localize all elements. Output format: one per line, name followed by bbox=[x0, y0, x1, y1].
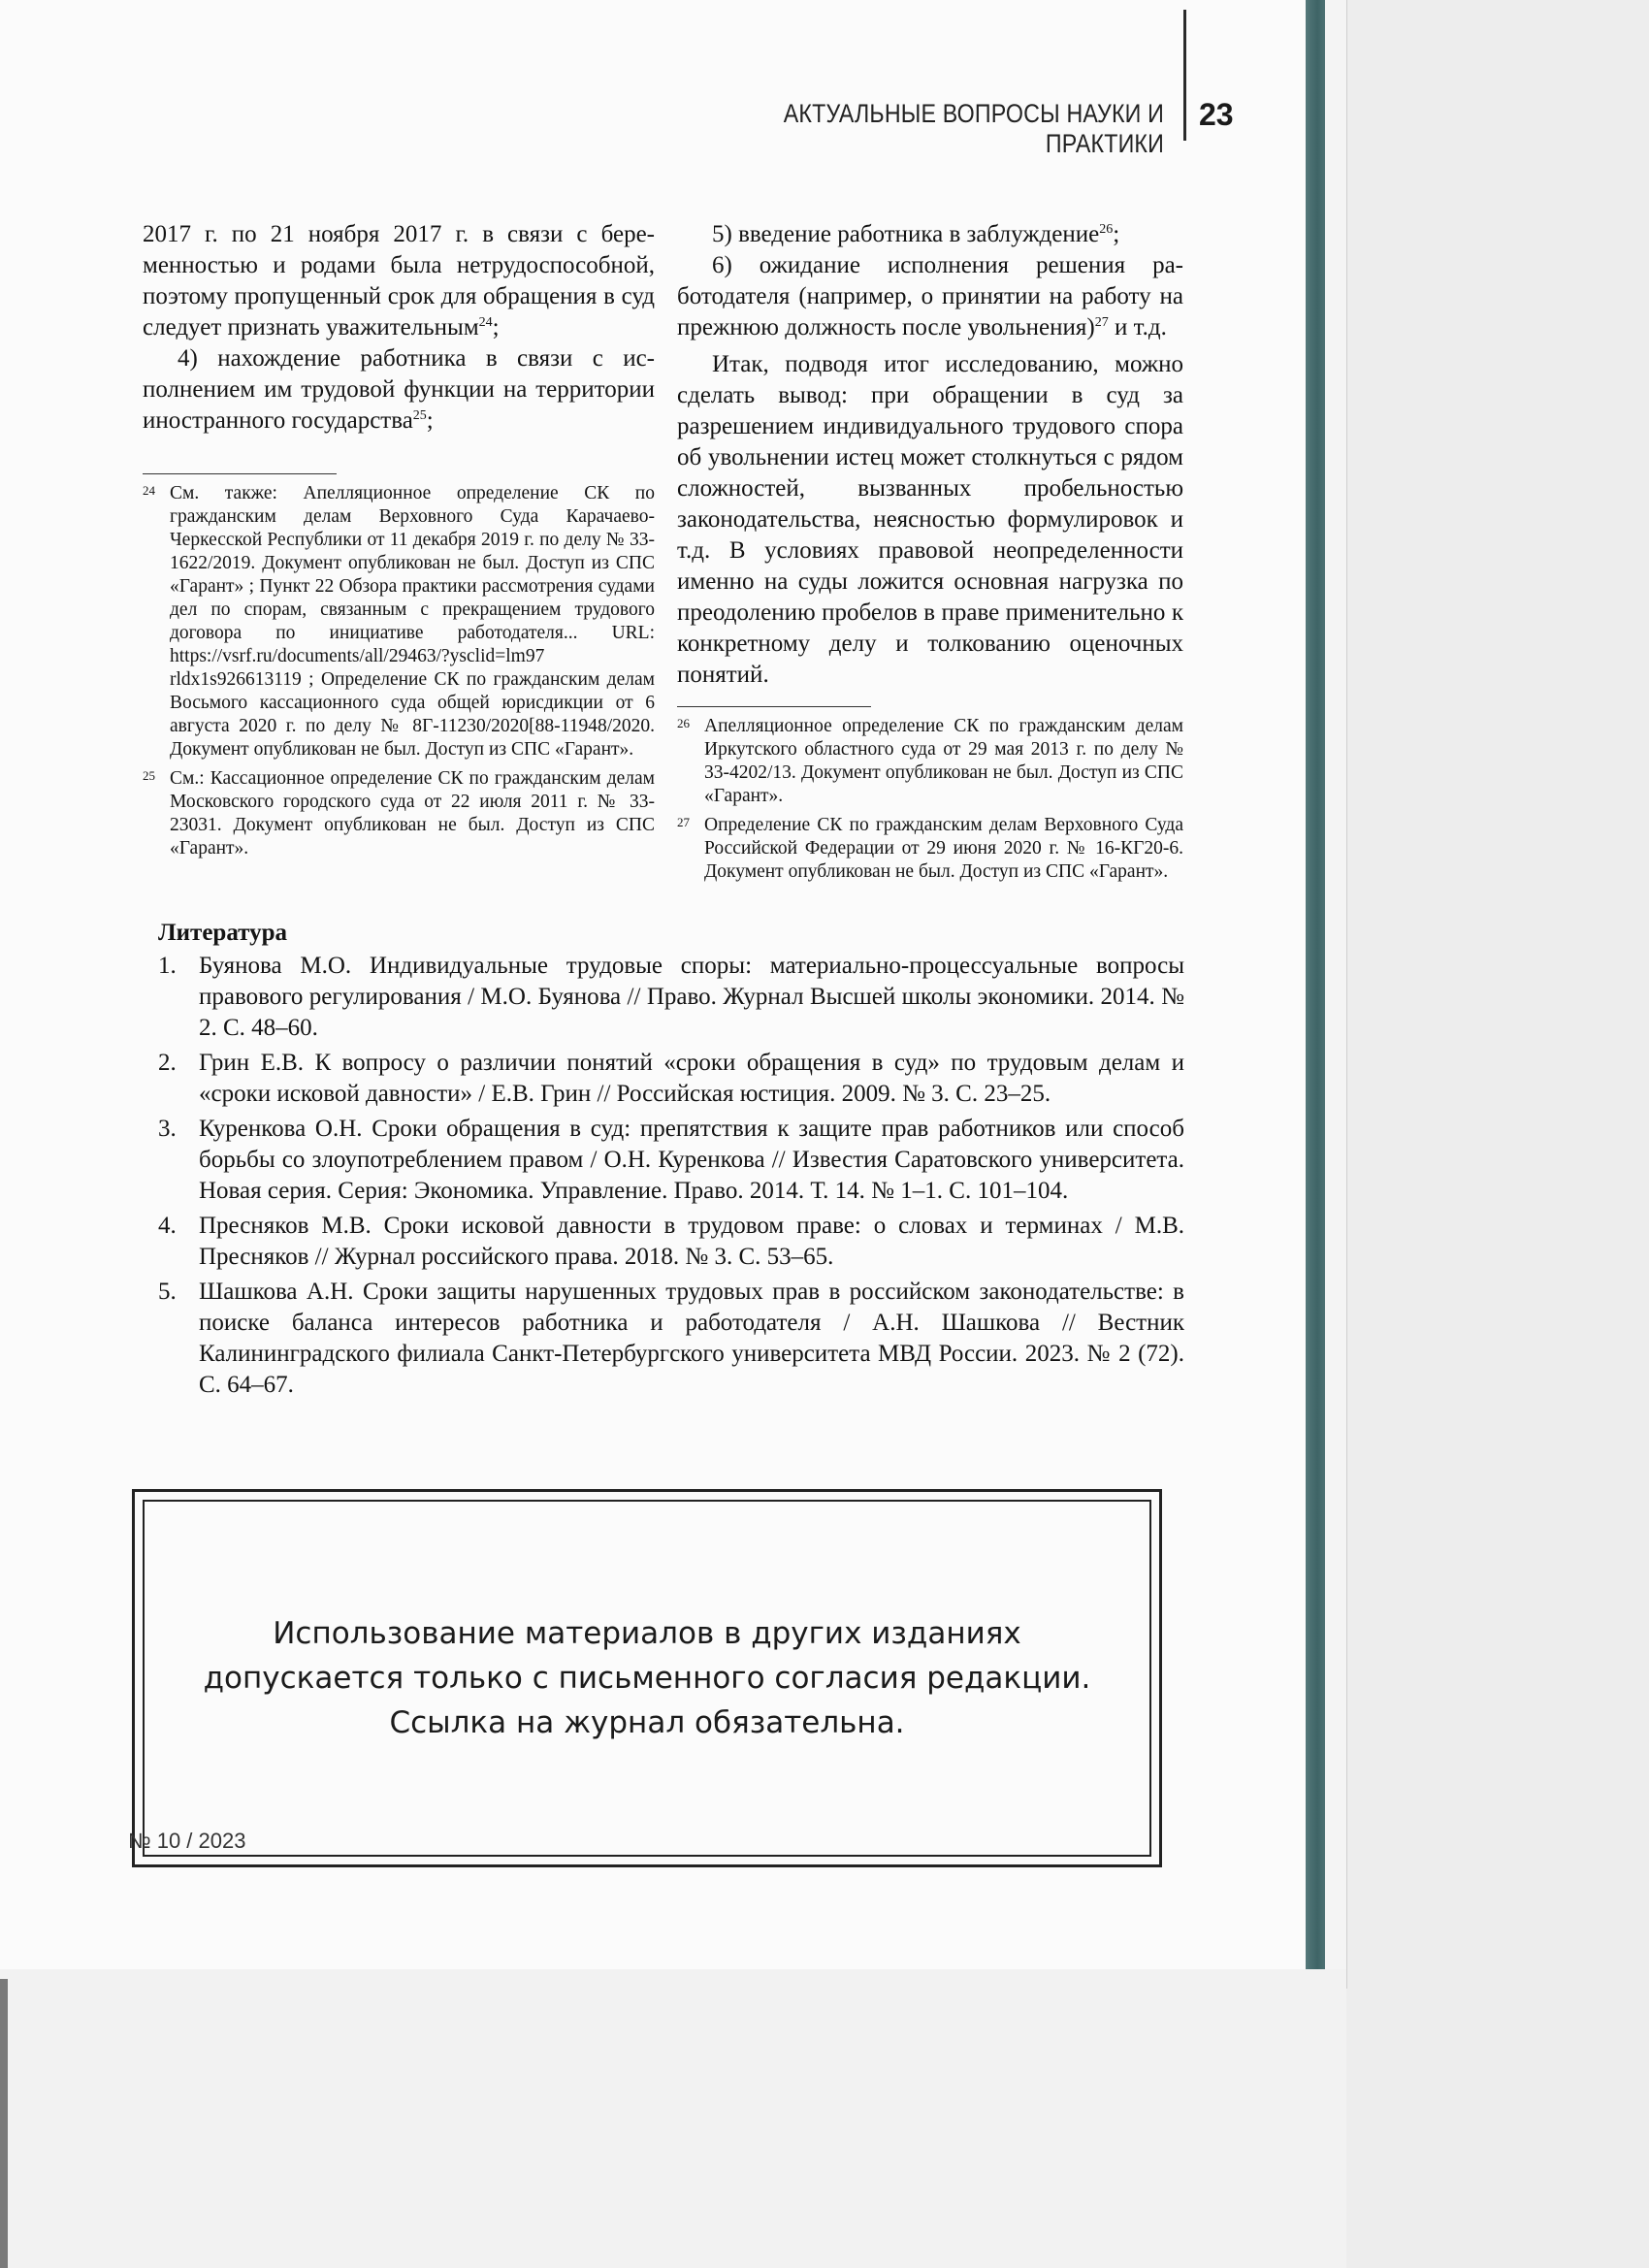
literature-number: 2. bbox=[158, 1050, 177, 1076]
footnote-text: См. также: Апелляционное определение СК по гражданским делам Верховного Суда Карачаево-Черкесской Республики от 11 декабря 2019 г. по делу № 33-1622/2019. Документ опубликован не был. Доступ из СПС «Гарант» ; Пункт 22 Обзора практики рассмотрения судами дел по спорам, связанным с прекращением трудового договора по инициативе работодателя... URL: https://vsrf.ru/documents/all/29463/?ysclid=lm97 rldx1s926613119 ; Определение СК по гражданским делам Восьмого кассационного суда общей юрисдикции от 6 августа 2020 г. по делу № 8Г-11230/2020[88-11948/2020. Документ опубликован не был. Доступ из СПС «Гарант». bbox=[170, 483, 655, 760]
running-title: АКТУАЛЬНЫЕ ВОПРОСЫ НАУКИ И ПРАКТИКИ bbox=[783, 99, 1164, 158]
footnote-ref[interactable]: 26 bbox=[1099, 222, 1114, 237]
paragraph: 5) введение работника в заблуждение$^{26}$; bbox=[712, 221, 1120, 247]
footnote-divider bbox=[143, 473, 337, 474]
paragraph: Итак, подводя итог исследованию, можно сделать вывод: при обращении в суд за разрешением индивидуального трудового спора об увольнении истец может столкнуться с рядом сложностей, вызванных пробельностью законодательства, неясностью формулировок и т.д. В условиях правовой неопределенности именно на суды ложится основная нагрузка по преодолению пробелов в праве применительно к конкретному делу и толкованию оценочных понятий. bbox=[677, 351, 1183, 688]
notice-line: Использование материалов в других изданиях bbox=[273, 1616, 1021, 1651]
copyright-notice-box bbox=[132, 1489, 1162, 1867]
literature-text: Шашкова А.Н. Сроки защиты нарушенных трудовых прав в российском законодательстве: в поиске баланса интересов работника и работодателя / А.Н. Шашкова // Вестник Калининградского филиала Санкт-Петербургского университета МВД России. 2023. № 2 (72). С. 64–67. bbox=[199, 1279, 1184, 1398]
literature-number: 4. bbox=[158, 1213, 177, 1239]
literature-section bbox=[158, 920, 1184, 1405]
notice-line: допускается только с письменного согласия редакции. bbox=[203, 1661, 1091, 1696]
literature-number: 1. bbox=[158, 953, 177, 979]
literature-text: Буянова М.О. Индивидуальные трудовые споры: материально-процессуальные вопросы правового регулирования / М.О. Буянова // Право. Журнал Высшей школы экономики. 2014. № 2. С. 48–60. bbox=[199, 953, 1184, 1041]
footnote-number: 26 bbox=[677, 716, 690, 730]
footnote bbox=[143, 767, 655, 860]
right-column bbox=[677, 219, 1183, 691]
footnote bbox=[677, 715, 1183, 808]
footnotes-right bbox=[677, 706, 1183, 890]
header-divider bbox=[1183, 10, 1186, 141]
footnote-divider bbox=[677, 706, 871, 707]
literature-item bbox=[158, 1211, 1184, 1273]
issue-number: № 10 / 2023 bbox=[128, 1829, 246, 1853]
paragraph: 2017 г. по 21 ноября 2017 г. в связи с беременностью и родами была нетрудоспособной, поэтому пропущенный срок для обращения в суд следует признать уважительным$^{24}$; bbox=[143, 221, 655, 340]
literature-number: 5. bbox=[158, 1279, 177, 1305]
literature-title: Литература bbox=[158, 920, 288, 946]
copyright-notice-inner bbox=[143, 1500, 1151, 1857]
footnote-ref[interactable]: 25 bbox=[412, 408, 427, 423]
footnote-text: Определение СК по гражданским делам Верховного Суда Российской Федерации от 29 июня 2020 г. № 16-КГ20-6. Документ опубликован не был. Доступ из СПС «Гарант». bbox=[704, 815, 1183, 882]
scan-background bbox=[0, 1969, 1346, 2268]
notice-line: Ссылка на журнал обязательна. bbox=[389, 1705, 905, 1740]
literature-item bbox=[158, 1114, 1184, 1207]
literature-item bbox=[158, 951, 1184, 1044]
footnote-number: 25 bbox=[143, 768, 155, 783]
cover-edge bbox=[1306, 0, 1325, 1969]
footnotes-left bbox=[143, 473, 655, 866]
footnote bbox=[677, 814, 1183, 884]
footnote-text: Апелляционное определение СК по гражданским делам Иркутского областного суда от 29 мая 2013 г. по делу № 33-4202/13. Документ опубликован не был. Доступ из СПС «Гарант». bbox=[704, 716, 1183, 806]
literature-item bbox=[158, 1277, 1184, 1401]
left-column bbox=[143, 219, 655, 437]
literature-text: Куренкова О.Н. Сроки обращения в суд: препятствия к защите прав работников или способ борьбы со злоупотреблением правом / О.Н. Куренкова // Известия Саратовского университета. Новая серия. Серия: Экономика. Управление. Право. 2014. Т. 14. № 1–1. С. 101–104. bbox=[199, 1116, 1184, 1204]
paragraph: 6) ожидание исполнения решения работодателя (например, о принятии на работу на прежнюю должность после увольнения)$^{27}$ и т.д. bbox=[677, 252, 1183, 340]
literature-number: 3. bbox=[158, 1116, 177, 1142]
footnote-ref[interactable]: 27 bbox=[1094, 315, 1109, 330]
page-underlay bbox=[1325, 0, 1347, 1989]
literature-list bbox=[158, 951, 1184, 1401]
footnote-text: См.: Кассационное определение СК по гражданским делам Московского городского суда от 22 июля 2011 г. № 33-23031. Документ опубликован не был. Доступ из СПС «Гарант». bbox=[170, 768, 655, 859]
footnote-number: 27 bbox=[677, 815, 690, 829]
footnote-number: 24 bbox=[143, 483, 155, 498]
page-number: 23 bbox=[1199, 97, 1234, 132]
footnote-ref[interactable]: 24 bbox=[478, 315, 493, 330]
literature-item bbox=[158, 1048, 1184, 1110]
literature-text: Грин Е.В. К вопросу о различии понятий «сроки обращения в суд» по трудовым делам и «сроки исковой давности» / Е.В. Грин // Российская юстиция. 2009. № 3. С. 23–25. bbox=[199, 1050, 1184, 1107]
footnote bbox=[143, 482, 655, 761]
literature-text: Пресняков М.В. Сроки исковой давности в трудовом праве: о словах и терминах / М.В. Пресняков // Журнал российского права. 2018. № 3. С. 53–65. bbox=[199, 1213, 1184, 1270]
paragraph: 4) нахождение работника в связи с исполнением им трудовой функции на территории иностранного государства$^{25}$; bbox=[143, 345, 655, 434]
scan-shadow bbox=[0, 1979, 8, 2268]
